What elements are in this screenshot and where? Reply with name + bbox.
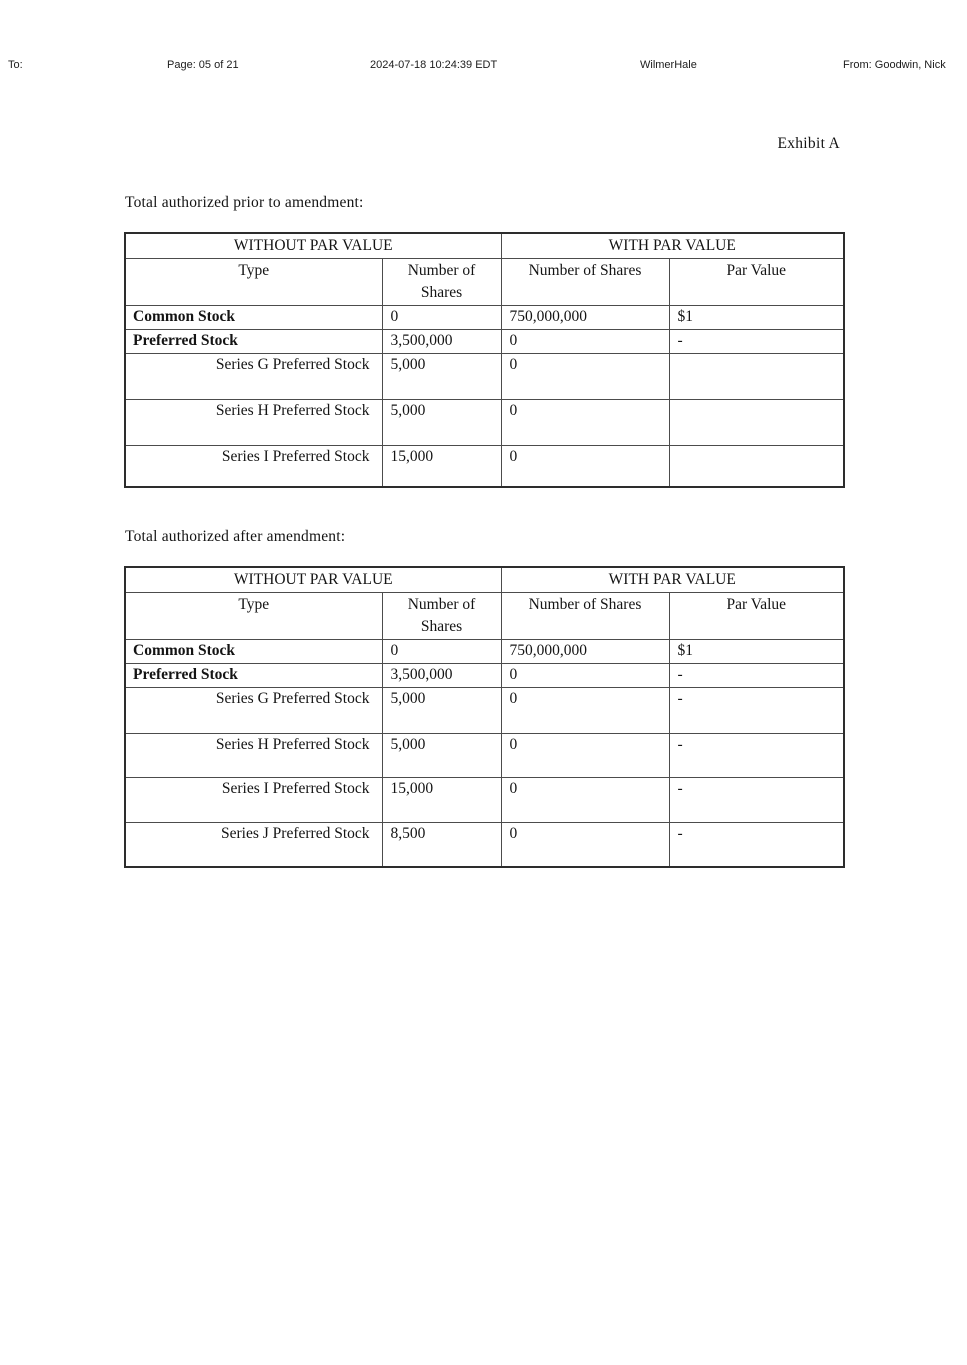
stock-type-cell: Series G Preferred Stock [125,687,382,733]
stock-type-cell: Preferred Stock [125,329,382,353]
shares-with-cell: 0 [501,733,669,777]
shares-with-cell: 0 [501,663,669,687]
par-value-cell [669,399,844,445]
shares-without-cell: 8,500 [382,822,501,867]
shares-with-cell: 0 [501,822,669,867]
shares-with-cell: 0 [501,399,669,445]
par-value-cell [669,445,844,487]
column-header-row [125,259,844,306]
header-shares-with: Number of Shares [501,259,669,306]
stock-type-cell: Series G Preferred Stock [125,353,382,399]
shares-with-cell: 0 [501,445,669,487]
fax-timestamp: 2024-07-18 10:24:39 EDT [370,59,498,71]
table-row [125,733,844,777]
table-row [125,822,844,867]
fax-transmission-header [0,59,967,75]
shares-without-cell: 15,000 [382,777,501,822]
shares-with-cell: 0 [501,353,669,399]
fax-to-label: To: [8,59,23,71]
header-shares-with: Number of Shares [501,593,669,640]
table-row [125,663,844,687]
caption-prior-amendment: Total authorized prior to amendment: [125,194,364,211]
stock-type-cell: Series H Preferred Stock [125,733,382,777]
stock-type-cell: Series I Preferred Stock [125,777,382,822]
par-value-cell: - [669,777,844,822]
table-prior-amendment [124,232,845,488]
shares-without-cell: 5,000 [382,733,501,777]
shares-without-cell: 5,000 [382,687,501,733]
par-value-cell: $1 [669,306,844,330]
header-without-par-value: WITHOUT PAR VALUE [125,567,501,593]
table-row [125,306,844,330]
par-value-cell: - [669,329,844,353]
column-header-row [125,593,844,640]
header-without-par-value: WITHOUT PAR VALUE [125,233,501,259]
group-header-row [125,567,844,593]
header-type: Type [125,593,382,640]
shares-without-cell: 3,500,000 [382,329,501,353]
caption-after-amendment: Total authorized after amendment: [125,528,346,545]
shares-with-cell: 0 [501,777,669,822]
shares-without-cell: 5,000 [382,353,501,399]
header-par-value: Par Value [669,259,844,306]
table-row [125,329,844,353]
shares-with-cell: 0 [501,687,669,733]
fax-from-info: From: Goodwin, Nick [843,59,946,71]
par-value-cell: - [669,663,844,687]
shares-without-cell: 5,000 [382,399,501,445]
par-value-cell: - [669,687,844,733]
fax-firm-name: WilmerHale [640,59,697,71]
table-row [125,353,844,399]
fax-page-count: Page: 05 of 21 [167,59,239,71]
par-value-cell: $1 [669,640,844,664]
header-with-par-value: WITH PAR VALUE [501,233,844,259]
par-value-cell [669,353,844,399]
par-value-cell: - [669,733,844,777]
stock-type-cell: Common Stock [125,306,382,330]
table-row [125,399,844,445]
par-value-cell: - [669,822,844,867]
stock-type-cell: Series H Preferred Stock [125,399,382,445]
group-header-row [125,233,844,259]
shares-with-cell: 750,000,000 [501,306,669,330]
table-row [125,687,844,733]
table-after-amendment [124,566,845,868]
stock-type-cell: Preferred Stock [125,663,382,687]
table-row [125,445,844,487]
stock-type-cell: Series I Preferred Stock [125,445,382,487]
shares-without-cell: 15,000 [382,445,501,487]
shares-without-cell: 0 [382,640,501,664]
header-par-value: Par Value [669,593,844,640]
shares-with-cell: 0 [501,329,669,353]
header-with-par-value: WITH PAR VALUE [501,567,844,593]
header-shares-without: Number of Shares [382,259,501,306]
table-row [125,777,844,822]
stock-type-cell: Common Stock [125,640,382,664]
header-shares-without: Number of Shares [382,593,501,640]
shares-without-cell: 3,500,000 [382,663,501,687]
stock-type-cell: Series J Preferred Stock [125,822,382,867]
exhibit-heading: Exhibit A [777,135,840,152]
header-type: Type [125,259,382,306]
table-row [125,640,844,664]
shares-without-cell: 0 [382,306,501,330]
shares-with-cell: 750,000,000 [501,640,669,664]
